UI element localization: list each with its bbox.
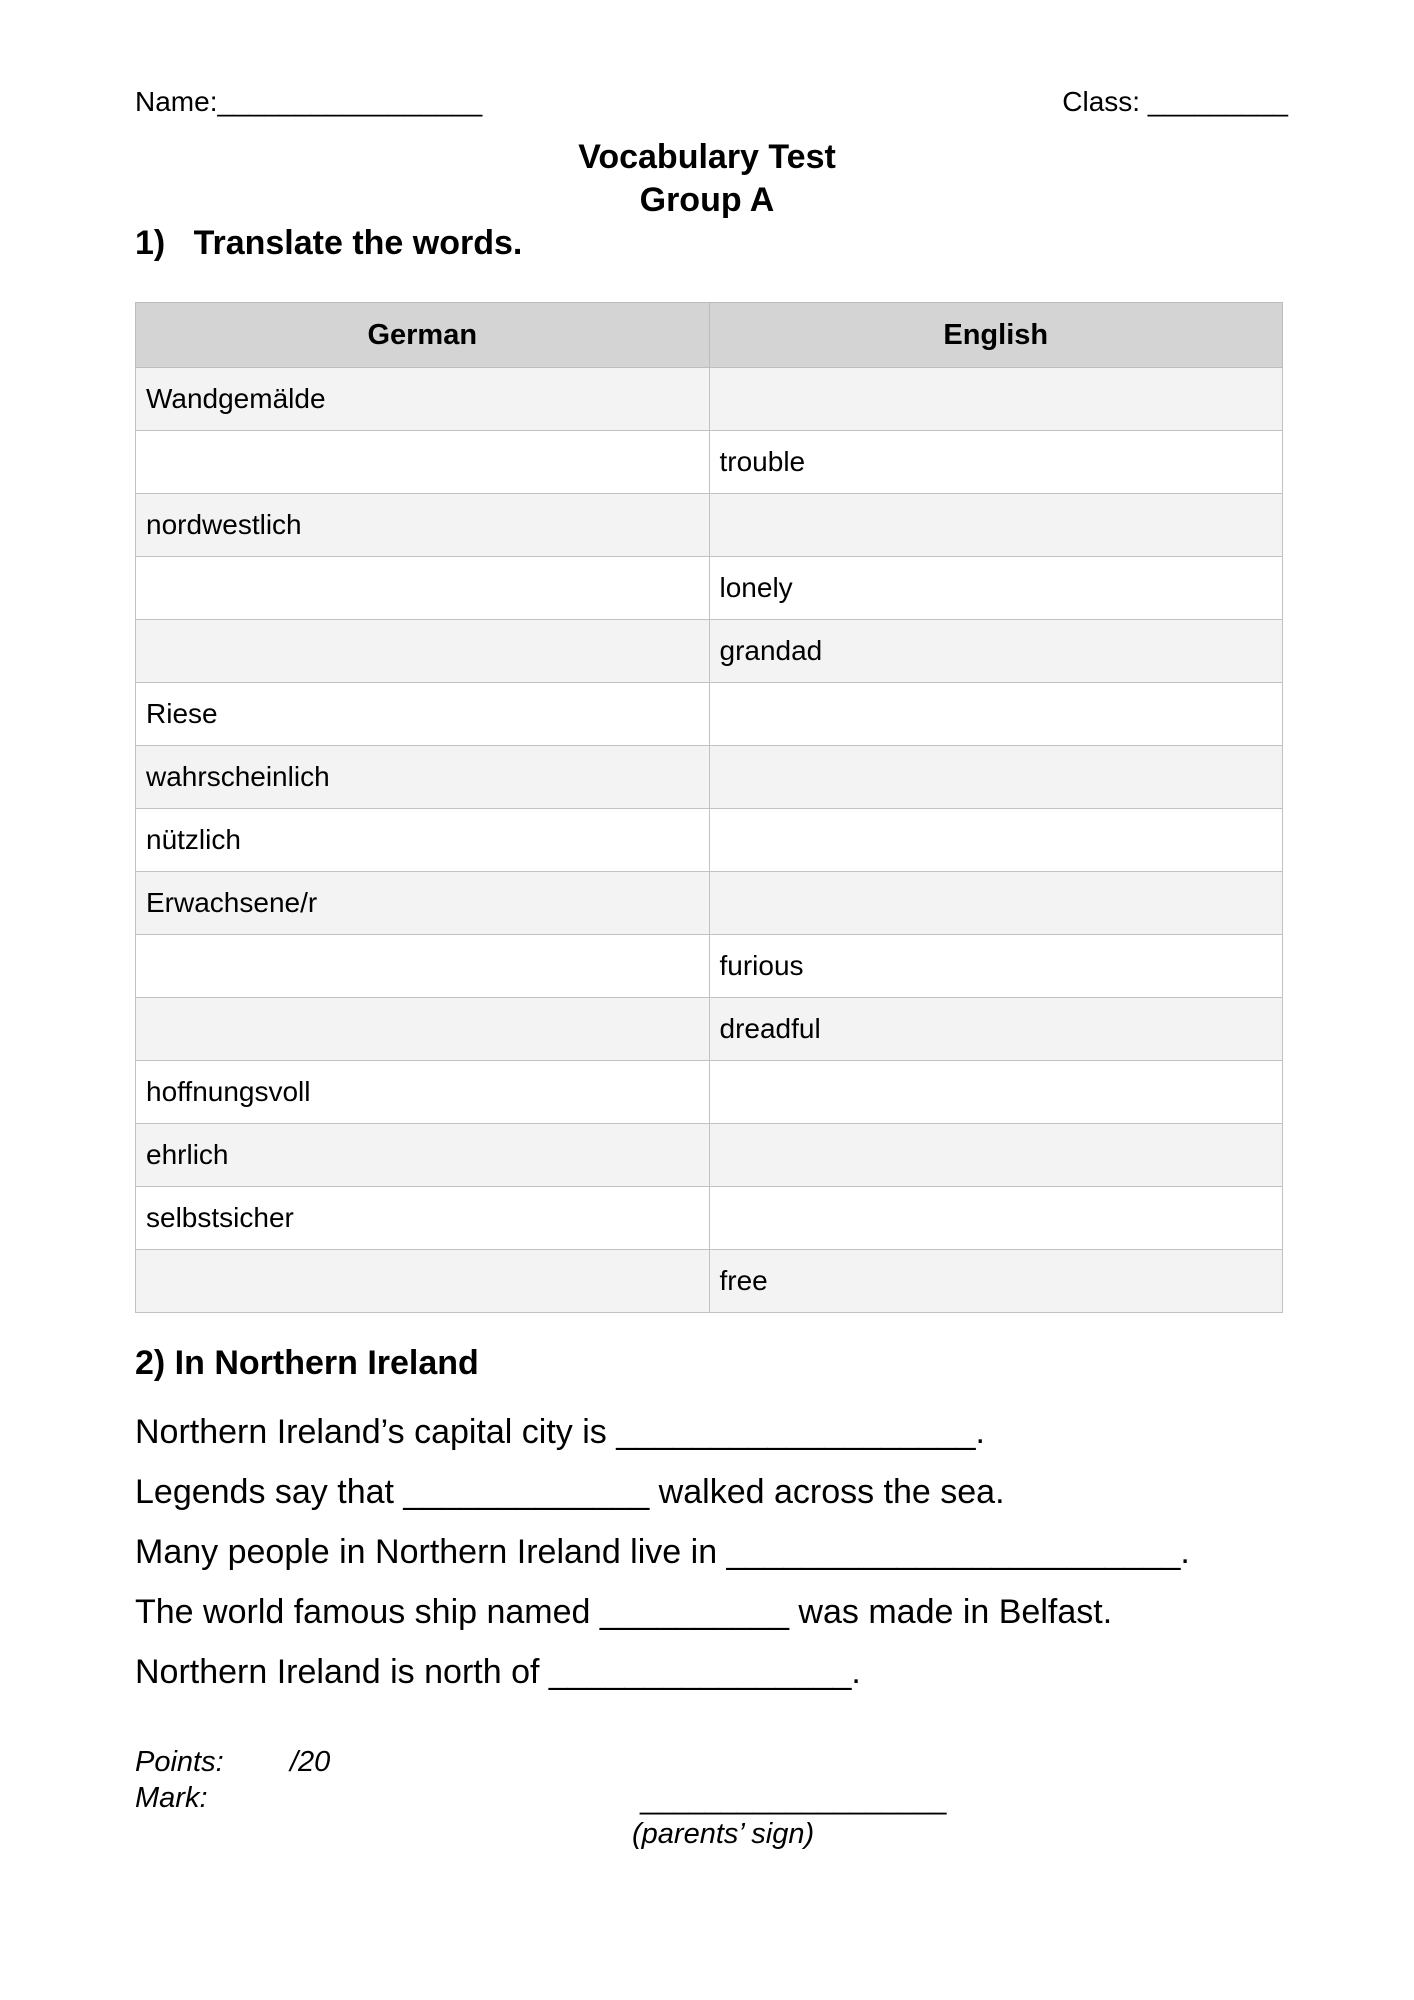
german-cell [136, 431, 710, 494]
table-row [136, 935, 1283, 998]
english-cell: lonely [709, 557, 1283, 620]
class-field-label: Class: _________ [1062, 86, 1288, 117]
points-total: /20 [290, 1746, 331, 1778]
table-row [136, 1124, 1283, 1187]
table-header-row [136, 303, 1283, 368]
english-cell [709, 1061, 1283, 1124]
german-cell: selbstsicher [136, 1187, 710, 1250]
column-header-german: German [136, 303, 710, 368]
page-title: Vocabulary Test [578, 138, 836, 176]
page-subtitle: Group A [639, 181, 775, 219]
column-header-english: English [709, 303, 1283, 368]
table-row [136, 431, 1283, 494]
table-row [136, 1061, 1283, 1124]
german-cell: Erwachsene/r [136, 872, 710, 935]
english-cell [709, 368, 1283, 431]
english-cell [709, 746, 1283, 809]
german-cell [136, 1250, 710, 1313]
table-row [136, 620, 1283, 683]
german-cell [136, 557, 710, 620]
vocabulary-table [135, 302, 1283, 1313]
table-row [136, 872, 1283, 935]
german-cell [136, 620, 710, 683]
english-cell: grandad [709, 620, 1283, 683]
english-cell: free [709, 1250, 1283, 1313]
section1-heading: 1) Translate the words. [135, 224, 523, 262]
fill-in-sentences [135, 1402, 1190, 1702]
table-row [136, 1250, 1283, 1313]
sentence-item: Many people in Northern Ireland live in ________________________. [135, 1533, 1190, 1571]
signature-line: ___________________ [640, 1784, 947, 1816]
sentence-item: Legends say that _____________ walked across the sea. [135, 1473, 1005, 1511]
sentence-item: Northern Ireland is north of ________________. [135, 1653, 861, 1691]
german-cell: nordwestlich [136, 494, 710, 557]
points-label: Points: [135, 1746, 224, 1778]
german-cell: ehrlich [136, 1124, 710, 1187]
english-cell: trouble [709, 431, 1283, 494]
english-cell [709, 809, 1283, 872]
sentence-item: The world famous ship named __________ was made in Belfast. [135, 1593, 1113, 1631]
table-row [136, 494, 1283, 557]
table-row [136, 683, 1283, 746]
table-row [136, 557, 1283, 620]
section2-heading: 2) In Northern Ireland [135, 1344, 479, 1382]
english-cell [709, 1124, 1283, 1187]
sentence-item: Northern Ireland’s capital city is ___________________. [135, 1413, 985, 1451]
german-cell: Riese [136, 683, 710, 746]
english-cell [709, 683, 1283, 746]
german-cell: wahrscheinlich [136, 746, 710, 809]
english-cell [709, 494, 1283, 557]
german-cell [136, 998, 710, 1061]
english-cell [709, 872, 1283, 935]
german-cell: Wandgemälde [136, 368, 710, 431]
signature-caption: (parents’ sign) [632, 1818, 815, 1850]
german-cell: nützlich [136, 809, 710, 872]
table-row [136, 368, 1283, 431]
english-cell: furious [709, 935, 1283, 998]
table-row [136, 746, 1283, 809]
german-cell [136, 935, 710, 998]
table-row [136, 998, 1283, 1061]
english-cell [709, 1187, 1283, 1250]
table-row [136, 1187, 1283, 1250]
mark-label: Mark: [135, 1782, 208, 1814]
english-cell: dreadful [709, 998, 1283, 1061]
table-row [136, 809, 1283, 872]
name-field-label: Name:_________________ [135, 86, 483, 117]
german-cell: hoffnungsvoll [136, 1061, 710, 1124]
